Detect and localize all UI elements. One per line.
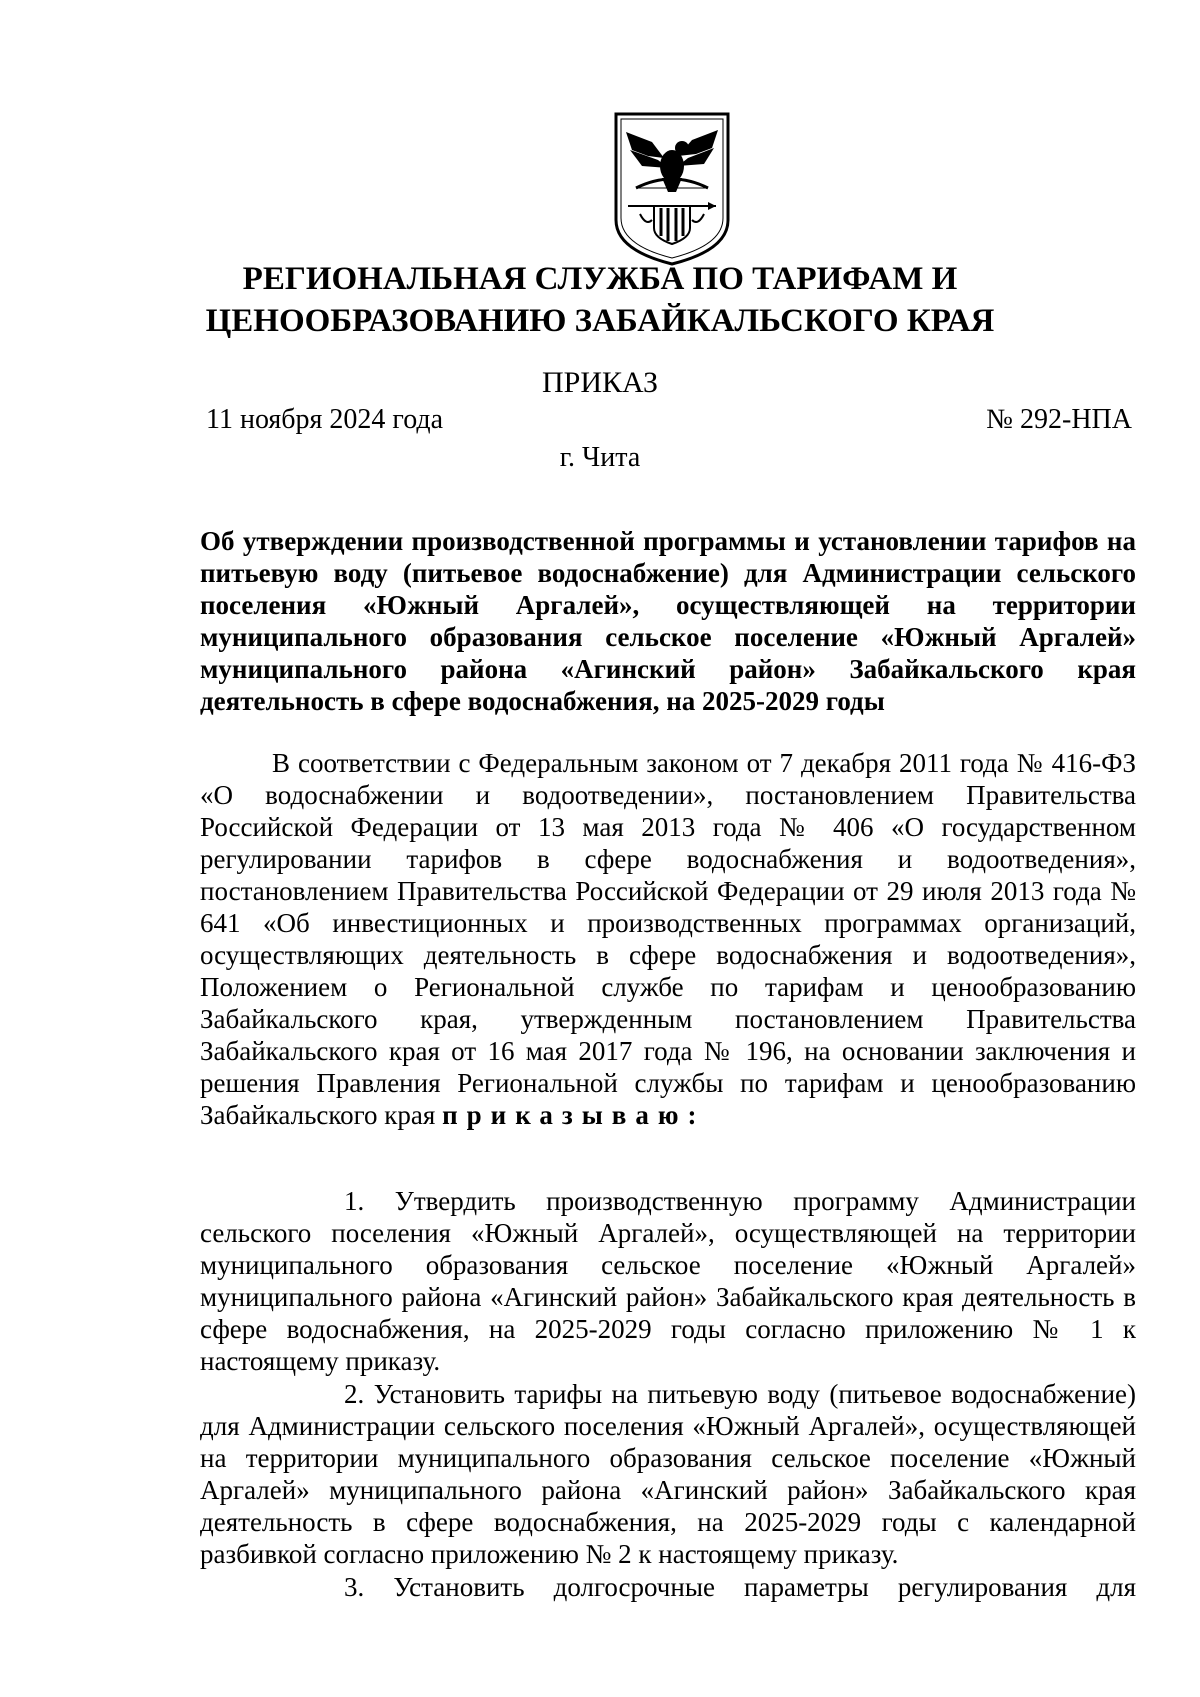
- order-item-1: [200, 1185, 1136, 1377]
- preamble-paragraph: [200, 747, 1136, 1131]
- order-item-text: Установить тарифы на питьевую воду (питьевое водоснабжение) для Администрации сельского поселения «Южный Аргалей», осуществляющей на территории муниципального образования сельское поселение «Южный Аргалей» муниципального района «Агинский район» Забайкальского края деятельность в сфере водоснабжения, на 2025-2029 годы с календарной разбивкой согласно приложению № 2 к настоящему приказу.: [200, 1379, 1136, 1569]
- order-item-text: Установить долгосрочные параметры регулирования для: [393, 1572, 1136, 1602]
- order-word: приказываю:: [442, 1100, 706, 1130]
- agency-name-line-2: ЦЕНООБРАЗОВАНИЮ ЗАБАЙКАЛЬСКОГО КРАЯ: [205, 303, 995, 339]
- document-number: № 292-НПА: [986, 404, 1132, 435]
- order-item-2: [200, 1378, 1136, 1570]
- document-date: 11 ноября 2024 года: [206, 404, 444, 435]
- preamble-text: В соответствии с Федеральным законом от 7 декабря 2011 года № 416-ФЗ «О водоснабжении и водоотведении», постановлением Правительства Российской Федерации от 13 мая 2013 года № 406 «О государственном регулировании тарифов в сфере водоснабжения и водоотведения», постановлением Правительства Российской Федерации от 29 июля 2013 года № 641 «Об инвестиционных и производственных программах организаций, осуществляющих деятельность в сфере водоснабжения и водоотведения», Положением о Региональной службе по тарифам и ценообразованию Забайкальского края, утвержденным постановлением Правительства Забайкальского края от 16 мая 2017 года № 196, на основании заключения и решения Правления Региональной службы по тарифам и ценообразованию Забайкальского края: [200, 748, 1136, 1130]
- document-type: ПРИКАЗ: [542, 366, 658, 399]
- order-item-number: 2.: [344, 1379, 365, 1409]
- order-item-3: [200, 1571, 1136, 1603]
- document-title: Об утверждении производственной программы и установлении тарифов на питьевую воду (питьевое водоснабжение) для Администрации сельского поселения «Южный Аргалей», осуществляющей на территории муниципального образования сельское поселение «Южный Аргалей» муниципального района «Агинский район» Забайкальского края деятельность в сфере водоснабжения, на 2025-2029 годы: [200, 526, 1136, 716]
- order-item-number: 3.: [344, 1572, 365, 1602]
- order-item-number: 1.: [344, 1186, 365, 1216]
- coat-of-arms-icon: [612, 110, 732, 268]
- document-city: г. Чита: [559, 442, 641, 473]
- order-item-text: Утвердить производственную программу Администрации сельского поселения «Южный Аргалей», осуществляющей на территории муниципального образования сельское поселение «Южный Аргалей» муниципального района «Агинский район» Забайкальского края деятельность в сфере водоснабжения, на 2025-2029 годы согласно приложению № 1 к настоящему приказу.: [200, 1186, 1136, 1376]
- agency-name-line-1: РЕГИОНАЛЬНАЯ СЛУЖБА ПО ТАРИФАМ И: [242, 261, 958, 297]
